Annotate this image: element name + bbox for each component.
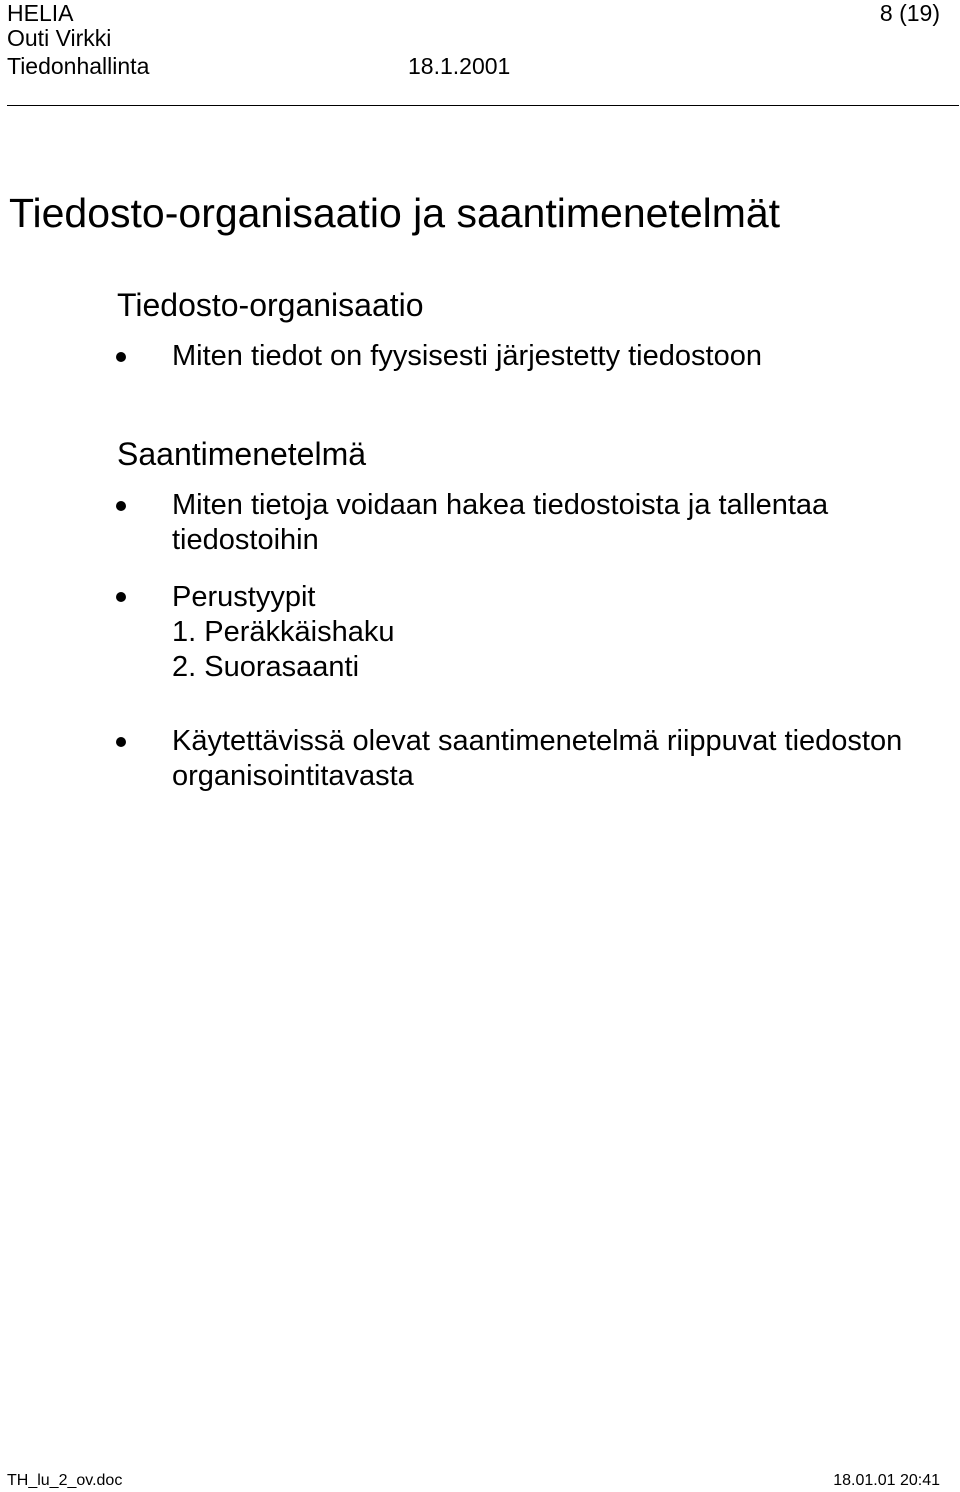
page-title: Tiedosto-organisaatio ja saantimenetelmät <box>9 190 781 236</box>
bullet-icon <box>116 501 126 511</box>
header-page-number: 8 (19) <box>879 0 940 26</box>
footer-filename: TH_lu_2_ov.doc <box>7 1472 123 1489</box>
list-item-direct-access: 2. Suorasaanti <box>172 651 360 683</box>
bullet-icon <box>116 737 126 747</box>
bullet-icon <box>116 592 126 602</box>
footer-timestamp: 18.01.01 20:41 <box>833 1472 940 1489</box>
header-org: HELIA <box>7 0 74 26</box>
bullet-text: Miten tiedot on fyysisesti järjestetty tiedostoon <box>172 340 762 372</box>
section-heading-file-organization: Tiedosto-organisaatio <box>117 287 424 323</box>
header-course: Tiedonhallinta <box>7 53 150 79</box>
section-heading-access-method: Saantimenetelmä <box>117 436 367 472</box>
bullet-text: Perustyypit <box>172 581 316 613</box>
bullet-text: Miten tietoja voidaan hakea tiedostoista ja tallentaa <box>172 489 829 521</box>
list-item-sequential-search: 1. Peräkkäishaku <box>172 616 395 648</box>
bullet-text: Käytettävissä olevat saantimenetelmä riippuvat tiedoston <box>172 725 903 757</box>
bullet-icon <box>116 352 126 362</box>
bullet-text-continuation: tiedostoihin <box>172 524 319 556</box>
header-divider <box>7 105 959 106</box>
header-date: 18.1.2001 <box>408 53 511 79</box>
bullet-text-continuation: organisointitavasta <box>172 760 414 792</box>
header-author: Outi Virkki <box>7 25 112 51</box>
